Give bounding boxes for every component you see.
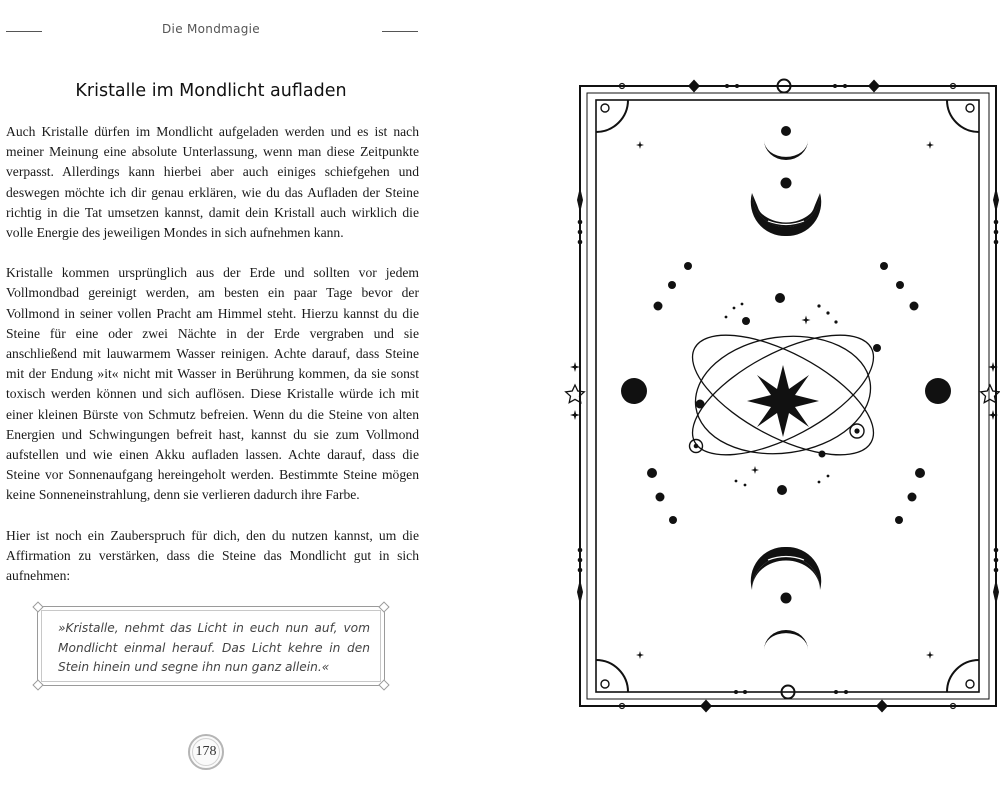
left-moon-phase-arc <box>621 262 692 524</box>
spell-text: »Kristalle, nehmt das Licht in euch nun auf, vom Mondlicht einmal herauf. Das Licht kehre in den Stein hinein und segne ihn nun ganz allein.« <box>58 621 370 675</box>
corner-arc-ornament <box>947 660 979 692</box>
eight-point-star-icon <box>747 365 819 437</box>
left-page <box>0 0 430 800</box>
chapter-title: Kristalle im Mondlicht aufladen <box>75 81 347 101</box>
quote-corner-ornament <box>32 679 43 690</box>
left-side-ornament <box>570 187 583 605</box>
paragraph-1: Auch Kristalle dürfen im Mondlicht aufgeladen werden und es ist nach meiner Meinung eine absolute Unterlassung, wenn man diese Zeitpunkte verpasst. Allerdings kann hierbei aber auch einiges schiefgehen und deswegen möchte ich dir genau erklären, wie du das Aufladen der Steine richtig in die Tat umsetzen kannst, damit dein Kristall auch wirklich die volle Energie des jeweiligen Mondes in sich aufnehmen kann. <box>6 124 419 241</box>
right-side-ornament <box>988 187 999 605</box>
paragraph-3: Hier ist noch ein Zauberspruch für dich, den du nutzen kannst, um die Affirmation zu verstärken, dass die Steine das Mondlicht gut in sich aufnehmen: <box>6 527 419 584</box>
paragraph-2: Kristalle kommen ursprünglich aus der Erde und sollten vor jedem Vollmondbad gereinigt werden, am besten ein paar Tage bevor der Vollmond in seiner vollen Pracht am Himmel steht. Hierzu kannst du die Steine für eine oder zwei Nächte in der Erde vergraben und sie anschließend mit lauwarmem Wasser reinigen. Achte darauf, dass Steine mit der Endung »it« nicht mit Wasser in Berührung kommen, da sie sonst toxisch werden können und sich auflösen. Diese Kristalle würde ich mit einer kleinen Bürste von Schmutz befreien. Wenn du die Steine von alten Energien und Schwingungen befreit hast, kannst du sie zum Vollmond aufstellen und wie einen Akku aufladen lassen. Achte darauf, dass die Steine vor Sonnenaufgang hereingeholt werden. Bestimmte Steine mögen keine Sonneneinstrahlung, denn sie verlieren dadurch ihre Farbe. <box>6 265 419 503</box>
bottom-crescent-moons <box>751 547 821 650</box>
moon-card-illustration <box>560 70 1000 720</box>
header-rule-right <box>382 31 418 32</box>
right-moon-phase-arc <box>880 262 951 524</box>
top-crescent-moons <box>751 126 821 236</box>
page-number: 178 <box>188 734 224 770</box>
running-header: Die Mondmagie <box>162 22 260 36</box>
body-text <box>6 122 419 606</box>
spell-quote-box <box>37 606 385 686</box>
corner-arc-ornament <box>596 660 628 692</box>
corner-arc-ornament <box>947 100 979 132</box>
corner-arc-ornament <box>596 100 628 132</box>
quote-corner-ornament <box>378 679 389 690</box>
